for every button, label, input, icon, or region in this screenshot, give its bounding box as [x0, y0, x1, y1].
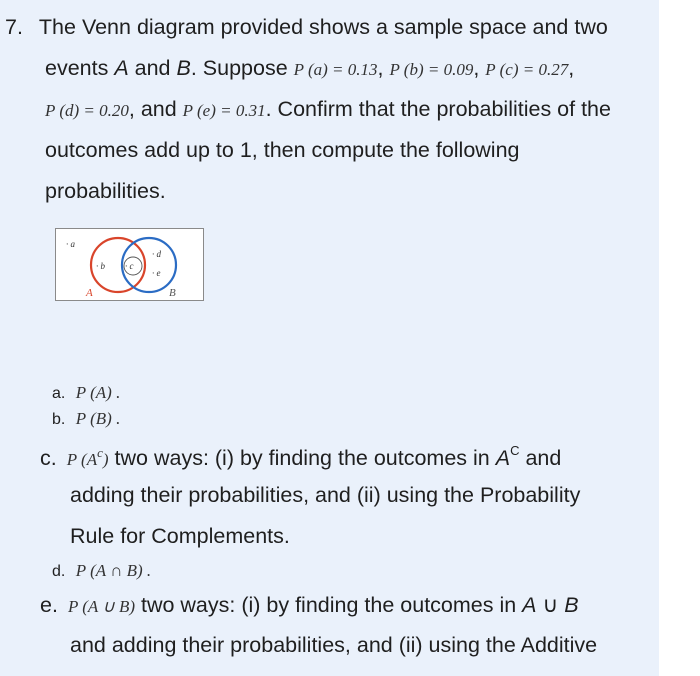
text: and	[128, 56, 177, 80]
part-c-expr	[66, 444, 109, 470]
text: ∪	[536, 593, 565, 617]
part-b-marker: b.	[52, 411, 66, 428]
text: ,	[568, 56, 575, 80]
problem-number: 7.	[5, 15, 23, 39]
text: A	[522, 593, 537, 617]
part-e-expr: P (A ∪ B)	[67, 597, 135, 616]
event-b: B	[176, 56, 191, 80]
problem-line-1	[5, 12, 608, 42]
prob-d: P (d) = 0.20	[45, 101, 129, 120]
part-c-marker: c.	[40, 446, 57, 471]
text: B	[564, 593, 579, 617]
problem-line-2	[45, 53, 574, 85]
part-d-marker: d.	[52, 563, 66, 580]
part-c-line-3: Rule for Complements.	[70, 524, 290, 548]
text: two ways: (i) by finding the outcomes in	[135, 593, 523, 617]
problem-line-5: probabilities.	[45, 179, 166, 203]
outcome-e: · e	[152, 268, 161, 278]
part-e-line-1	[40, 590, 579, 622]
text: and	[519, 446, 562, 471]
part-b-expr: P (B) .	[75, 409, 121, 428]
part-c-line-1	[40, 438, 561, 475]
label-b: B	[169, 287, 176, 299]
venn-svg	[56, 229, 202, 299]
problem-text-1: The Venn diagram provided shows a sample space and two	[38, 15, 608, 39]
text: C	[510, 443, 520, 458]
venn-diagram	[55, 228, 204, 301]
text: c	[97, 444, 103, 460]
prob-a: P (a) = 0.13	[293, 60, 378, 79]
text: P (A	[66, 450, 98, 470]
event-a: A	[114, 56, 129, 80]
part-e-line-2: and adding their probabilities, and (ii) using the Additive	[70, 633, 598, 657]
outcome-b: · b	[96, 261, 105, 271]
part-a-expr: P (A) .	[75, 383, 121, 402]
prob-c: P (c) = 0.27	[485, 60, 569, 79]
label-a: A	[86, 287, 93, 299]
text: A	[495, 446, 511, 471]
outcome-a: · a	[66, 239, 75, 249]
part-b	[52, 407, 120, 432]
prob-b: P (b) = 0.09	[389, 60, 474, 79]
text: ,	[377, 56, 390, 80]
part-a	[52, 381, 120, 406]
text: two ways: (i) by finding the outcomes in	[108, 446, 496, 471]
part-d-expr: P (A ∩ B) .	[75, 561, 152, 580]
text: events	[45, 56, 115, 80]
text: )	[102, 450, 109, 470]
part-a-marker: a.	[52, 385, 66, 402]
text: . Suppose	[190, 56, 294, 80]
text: , and	[128, 97, 183, 121]
part-c-line-2: adding their probabilities, and (ii) using the Probability	[70, 483, 581, 507]
text: ,	[473, 56, 486, 80]
part-d	[52, 559, 151, 584]
prob-e: P (e) = 0.31	[182, 101, 266, 120]
text: . Confirm that the probabilities of the	[265, 97, 611, 121]
outcome-d: · d	[152, 249, 161, 259]
outcome-c: · c	[125, 261, 134, 271]
problem-line-3	[45, 94, 611, 126]
problem-line-4: outcomes add up to 1, then compute the following	[45, 138, 520, 162]
part-e-marker: e.	[40, 593, 58, 617]
